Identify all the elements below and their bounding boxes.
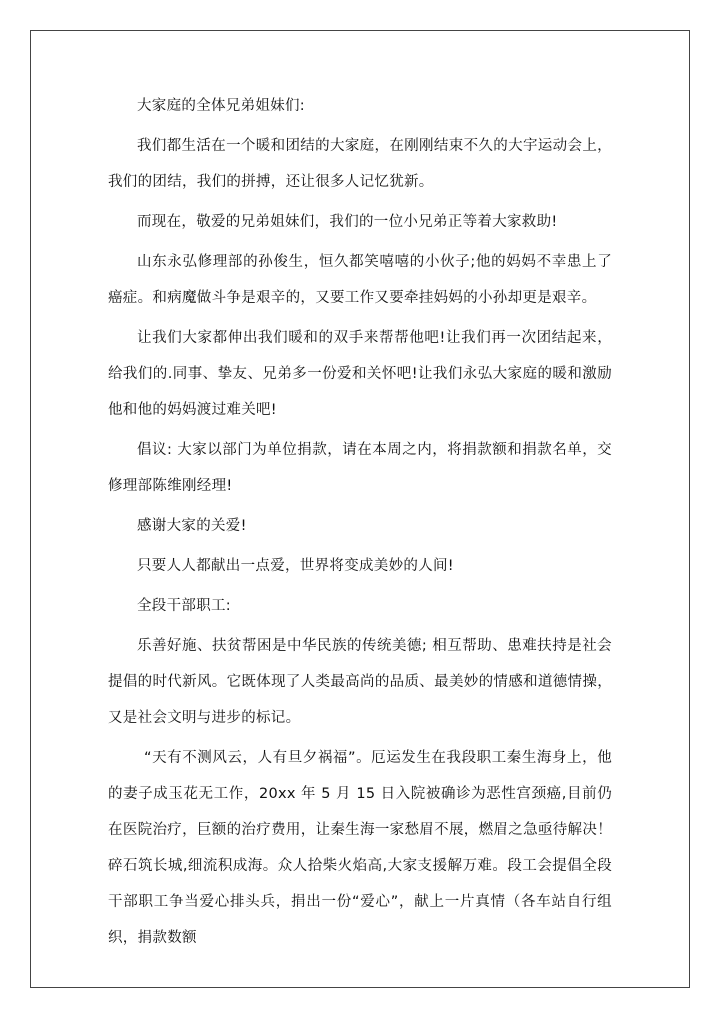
document-body bbox=[108, 88, 612, 956]
paragraph-thanks: 感谢大家的关爱! bbox=[137, 518, 247, 534]
paragraph-love: 只要人人都献出一点爱，世界将变成美妙的人间! bbox=[137, 558, 454, 574]
paragraph-unity: 我们都生活在一个暖和团结的大家庭，在刚刚结束不久的大宇运动会上，我们的团结，我们的拼搏，还让很多人记忆犹新。 bbox=[108, 138, 612, 190]
paragraph-appeal: 让我们大家都伸出我们暖和的双手来帮帮他吧!让我们再一次团结起来，给我们的.同事、挚友、兄弟多一份爱和关怀吧!让我们永弘大家庭的暖和激励他和他的妈妈渡过难关吧! bbox=[108, 330, 612, 418]
paragraph-need-help: 而现在，敬爱的兄弟姐妹们，我们的一位小兄弟正等着大家救助! bbox=[137, 214, 558, 230]
paragraph-case: “天有不测风云，人有旦夕祸福”。厄运发生在我段职工秦生海身上，他的妻子成玉花无工作，20xx 年 5 月 15 日入院被确诊为恶性宫颈癌,目前仍在医院治疗，巨额的治疗费用，让秦生海一家愁眉不展，燃眉之急亟待解决！碎石筑长城,细流积成海。众人拾柴火焰高,大家支援解万难。段工会提倡全段干部职工争当爱心排头兵，捐出一份“爱心”，献上一片真情（各车站自行组织，捐款数额 bbox=[108, 750, 612, 946]
paragraph-virtue: 乐善好施、扶贫帮困是中华民族的传统美德; 相互帮助、患难扶持是社会提倡的时代新风。它既体现了人类最高尚的品质、最美妙的情感和道德情操，又是社会文明与进步的标记。 bbox=[108, 638, 612, 726]
paragraph-situation: 山东永弘修理部的孙俊生，恒久都笑嘻嘻的小伙子;他的妈妈不幸患上了癌症。和病魔做斗争是艰辛的，又要工作又要牵挂妈妈的小孙却更是艰辛。 bbox=[108, 254, 612, 306]
salutation-family: 大家庭的全体兄弟姐妹们: bbox=[137, 98, 305, 114]
paragraph-proposal: 倡议: 大家以部门为单位捐款，请在本周之内，将捐款额和捐款名单，交修理部陈维刚经理! bbox=[108, 442, 612, 494]
salutation-staff: 全段干部职工: bbox=[137, 598, 231, 614]
